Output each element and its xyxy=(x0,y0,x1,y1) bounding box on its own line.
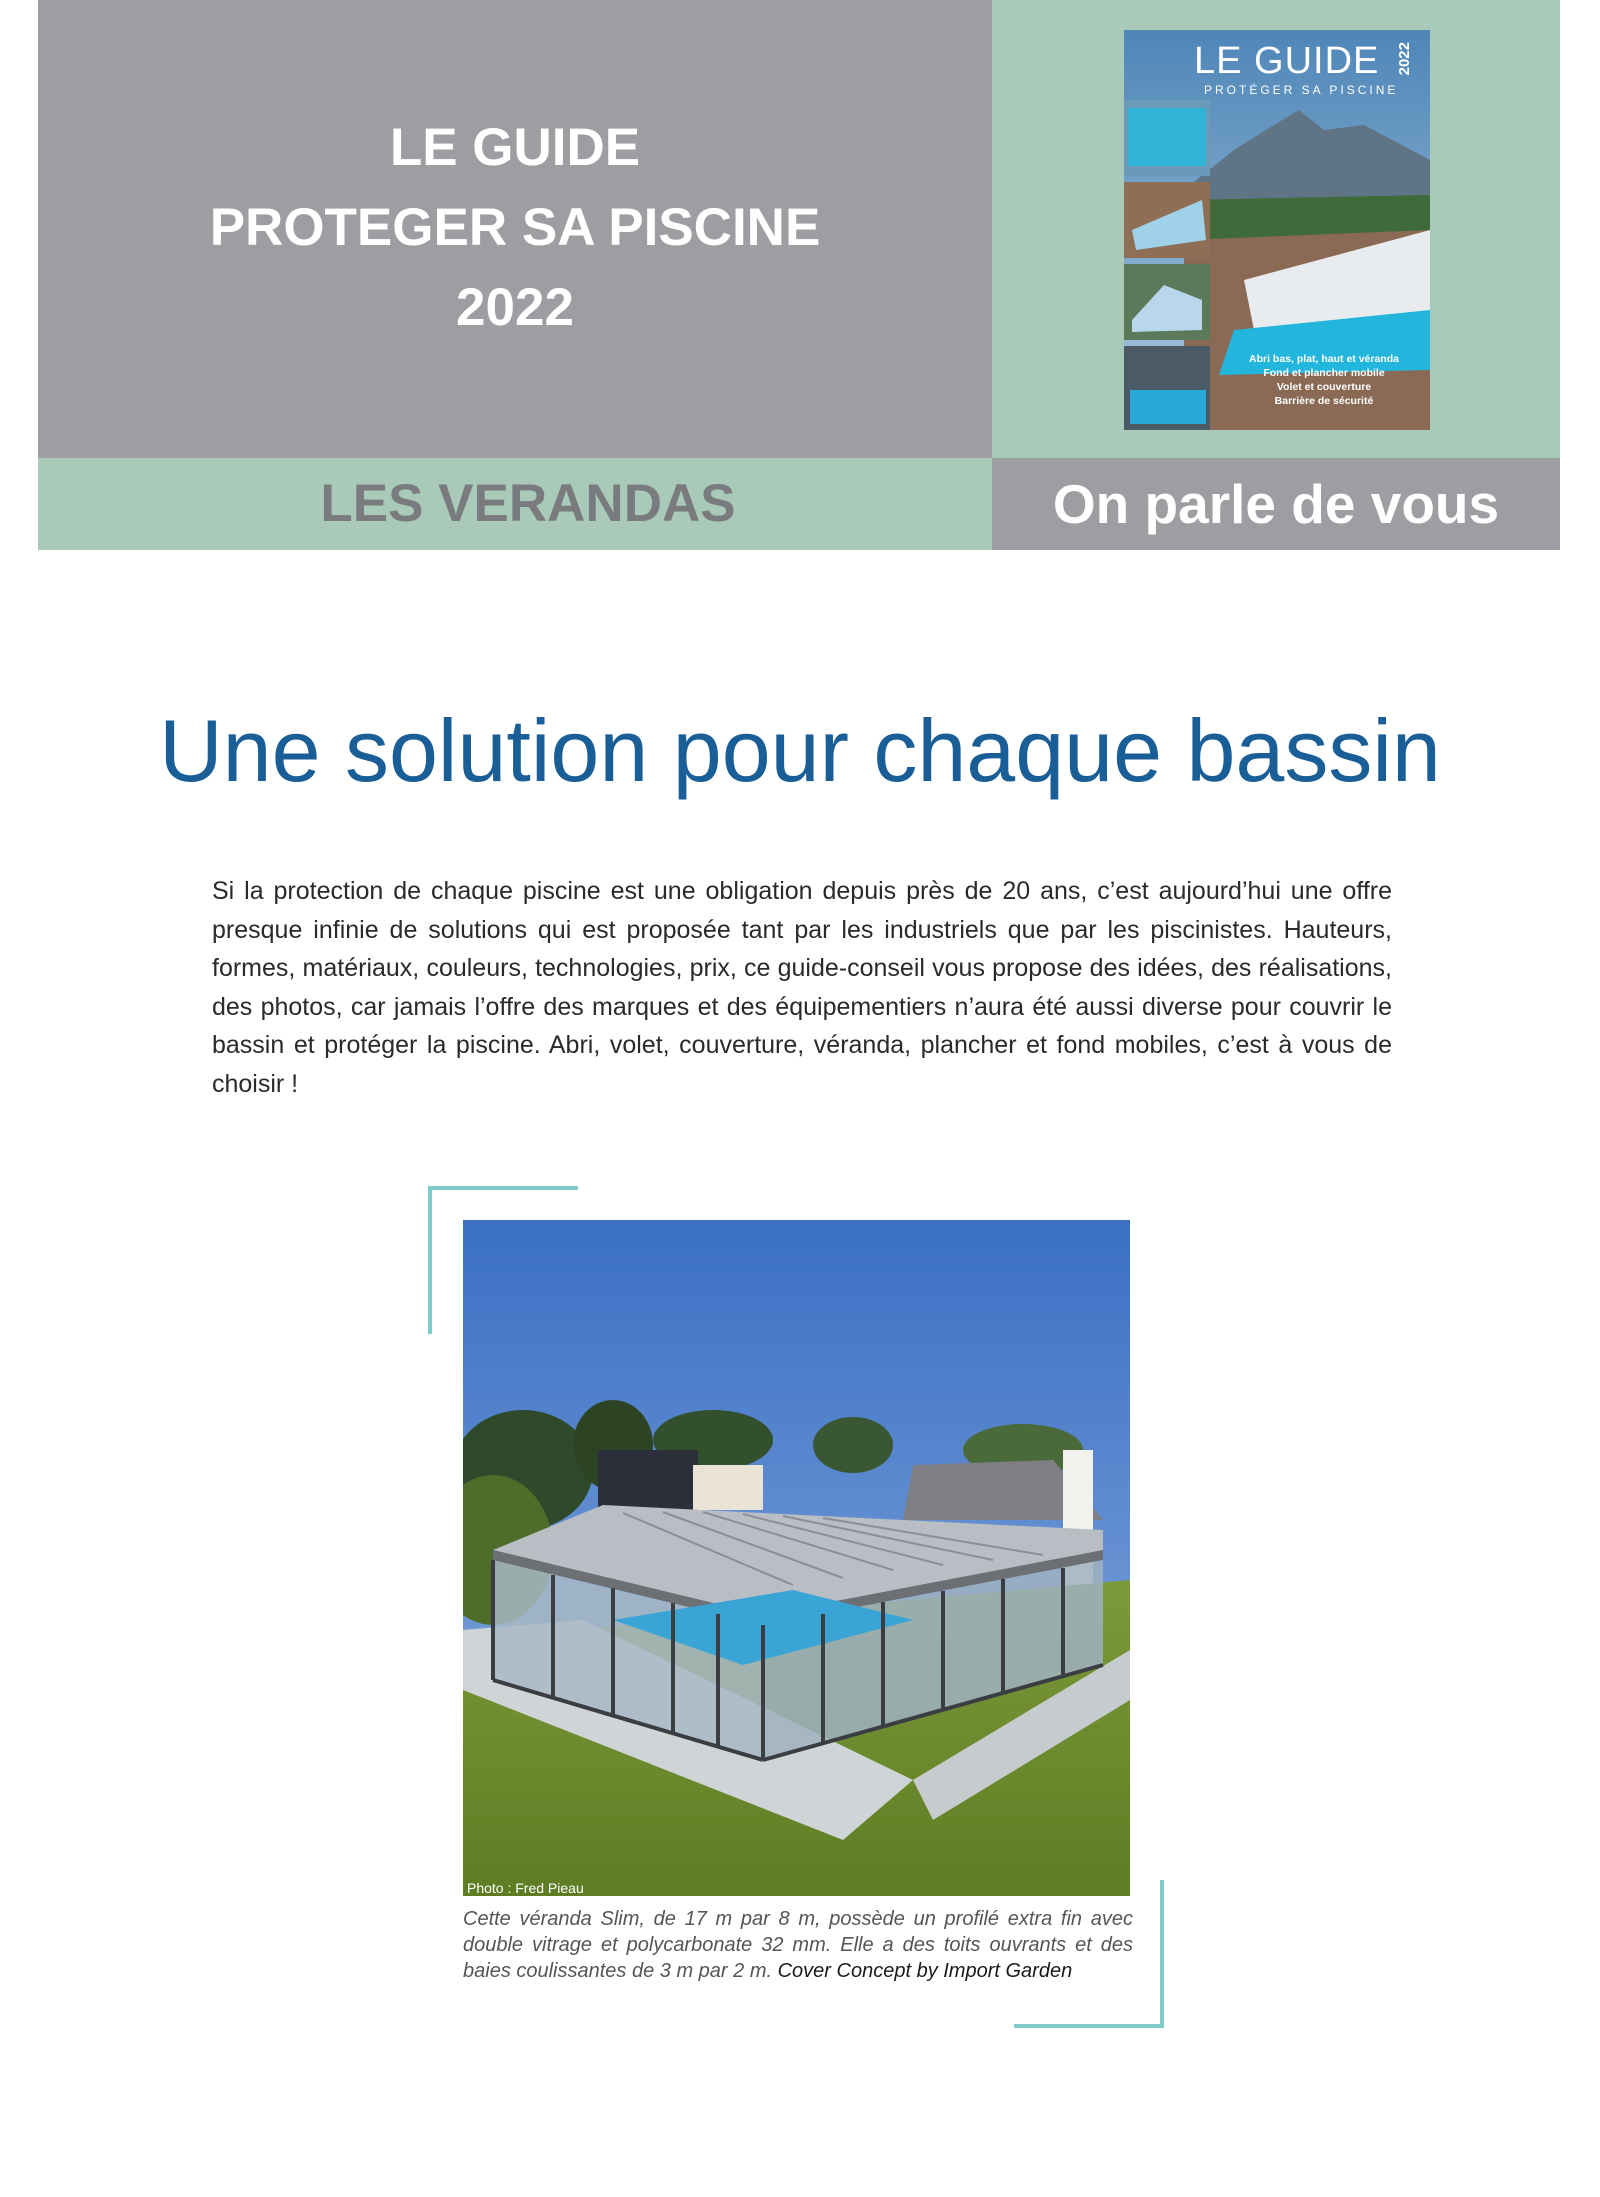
cover-feature-3: Volet et couverture xyxy=(1276,381,1372,393)
guide-title-line-1: LE GUIDE xyxy=(389,118,641,177)
veranda-photo xyxy=(463,1220,1130,1896)
guide-cover-image xyxy=(1124,30,1430,430)
cover-feature-2: Fond et plancher mobile xyxy=(1263,367,1385,379)
cover-feature-list xyxy=(1226,352,1422,408)
photo-caption xyxy=(463,1906,1133,1984)
cover-feature-1: Abri bas, plat, haut et véranda xyxy=(1249,353,1399,365)
cover-title: LE GUIDE xyxy=(1194,40,1380,82)
cover-year: 2022 xyxy=(1396,42,1413,76)
article-title: Une solution pour chaque bassin xyxy=(159,701,1441,800)
caption-text: Cette véranda Slim, de 17 m par 8 m, possède un profilé extra fin avec double vitrage et polycarbonate 32 mm. Elle a des toits ouvrants et des baies coulissantes de 3 m par 2 m. xyxy=(463,1908,1133,1982)
section-title: LES VERANDAS xyxy=(320,474,736,533)
caption-brand: Cover Concept by Import Garden xyxy=(777,1960,1073,1982)
cover-subtitle: PROTÉGER SA PISCINE xyxy=(1204,83,1399,97)
article-intro: Si la protection de chaque piscine est une obligation depuis près de 20 ans, c’est aujourd’hui une offre presque infinie de solutions qui est proposée tant par les industriels que par les piscinistes. Hauteurs, formes, matériaux, couleurs, technologies, prix, ce guide-conseil vous propose des idées, des réalisations, des photos, car jamais l’offre des marques et des équipementiers n’aura été aussi diverse pour couvrir le bassin et protéger la piscine. Abri, volet, couverture, véranda, plancher et fond mobiles, c’est à vous de choisir ! xyxy=(212,877,1392,1098)
guide-title-line-2: PROTEGER SA PISCINE xyxy=(209,198,821,257)
guide-title xyxy=(38,108,992,348)
tagline: On parle de vous xyxy=(1052,473,1500,535)
cover-feature-4: Barrière de sécurité xyxy=(1274,395,1374,407)
veranda-illustration xyxy=(463,1220,1130,1896)
guide-title-line-3: 2022 xyxy=(456,278,574,337)
photo-credit: Photo : Fred Pieau xyxy=(467,1880,584,1896)
